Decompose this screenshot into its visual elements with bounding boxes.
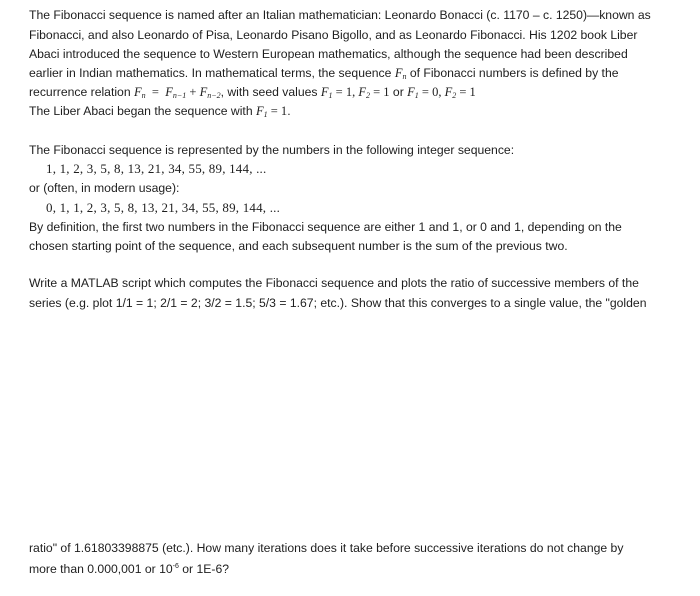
sequence-one-based: 1, 1, 2, 3, 5, 8, 13, 21, 34, 55, 89, 144, ...	[46, 161, 267, 176]
intro-line-6	[29, 101, 291, 125]
intro-line-1: The Fibonacci sequence is named after an Italian mathematician: Leonardo Bonacci (c. 1170 – c. 1250)—known as	[29, 8, 651, 22]
sequence-zero-based: 0, 1, 1, 2, 3, 5, 8, 13, 21, 34, 55, 89, 144, ...	[46, 200, 281, 215]
intro-line-6-text-b: .	[287, 104, 291, 118]
exponent: -6	[172, 563, 179, 570]
definition-line-2: chosen starting point of the sequence, and each subsequent number is the sum of the previous two.	[29, 239, 568, 253]
intro-line-5-text-b: , with seed values	[220, 85, 321, 99]
task-line-2: series (e.g. plot 1/1 = 1; 2/1 = 2; 3/2 = 1.5; 5/3 = 1.67; etc.). Show that this converges to a single value, the "golden	[29, 296, 647, 310]
question-line-2-text-a: more than 0.000,001 or 10	[29, 562, 173, 576]
intro-line-6-text-a: The Liber Abaci began the sequence with	[29, 104, 256, 118]
intro-line-5-text-c: or	[389, 85, 408, 99]
sequence-or-line: or (often, in modern usage):	[29, 181, 180, 195]
formula-Fn: $F_n$	[394, 66, 407, 81]
seed-values-formula: $F_1 = 1$, $F_2 = 1$	[320, 85, 390, 100]
intro-line-4-text-a: earlier in Indian mathematics. In mathematical terms, the sequence	[29, 66, 395, 80]
task-line-1: Write a MATLAB script which computes the Fibonacci sequence and plots the ratio of successive members of the	[29, 276, 639, 290]
intro-line-3: Abaci introduced the sequence to Western European mathematics, although the sequence had been described	[29, 47, 628, 61]
intro-line-2: Fibonacci, and also Leonardo of Pisa, Leonardo Pisano Bigollo, and as Leonardo Fibonacci. His 1202 book Liber	[29, 28, 638, 42]
question-line-2	[29, 557, 229, 579]
liber-abaci-seed-formula: $F_1 = 1$	[255, 104, 288, 119]
intro-line-4-text-b: of Fibonacci numbers is defined by the	[406, 66, 619, 80]
sequence-intro: The Fibonacci sequence is represented by the numbers in the following integer sequence:	[29, 143, 515, 157]
alt-seed-values-formula: $F_1 = 0$, $F_2 = 1$	[407, 85, 476, 100]
definition-line-1: By definition, the first two numbers in the Fibonacci sequence are either 1 and 1, or 0 and 1, depending on the	[29, 220, 622, 234]
question-line-1: ratio" of 1.61803398875 (etc.). How many iterations does it take before successive iterations do not change by	[29, 541, 624, 555]
intro-line-5-text-a: recurrence relation	[29, 85, 134, 99]
question-line-2-text-b: or 1E-6?	[178, 562, 230, 576]
recurrence-formula: $F_n = F_{n-1} + F_{n-2}$	[134, 85, 221, 100]
